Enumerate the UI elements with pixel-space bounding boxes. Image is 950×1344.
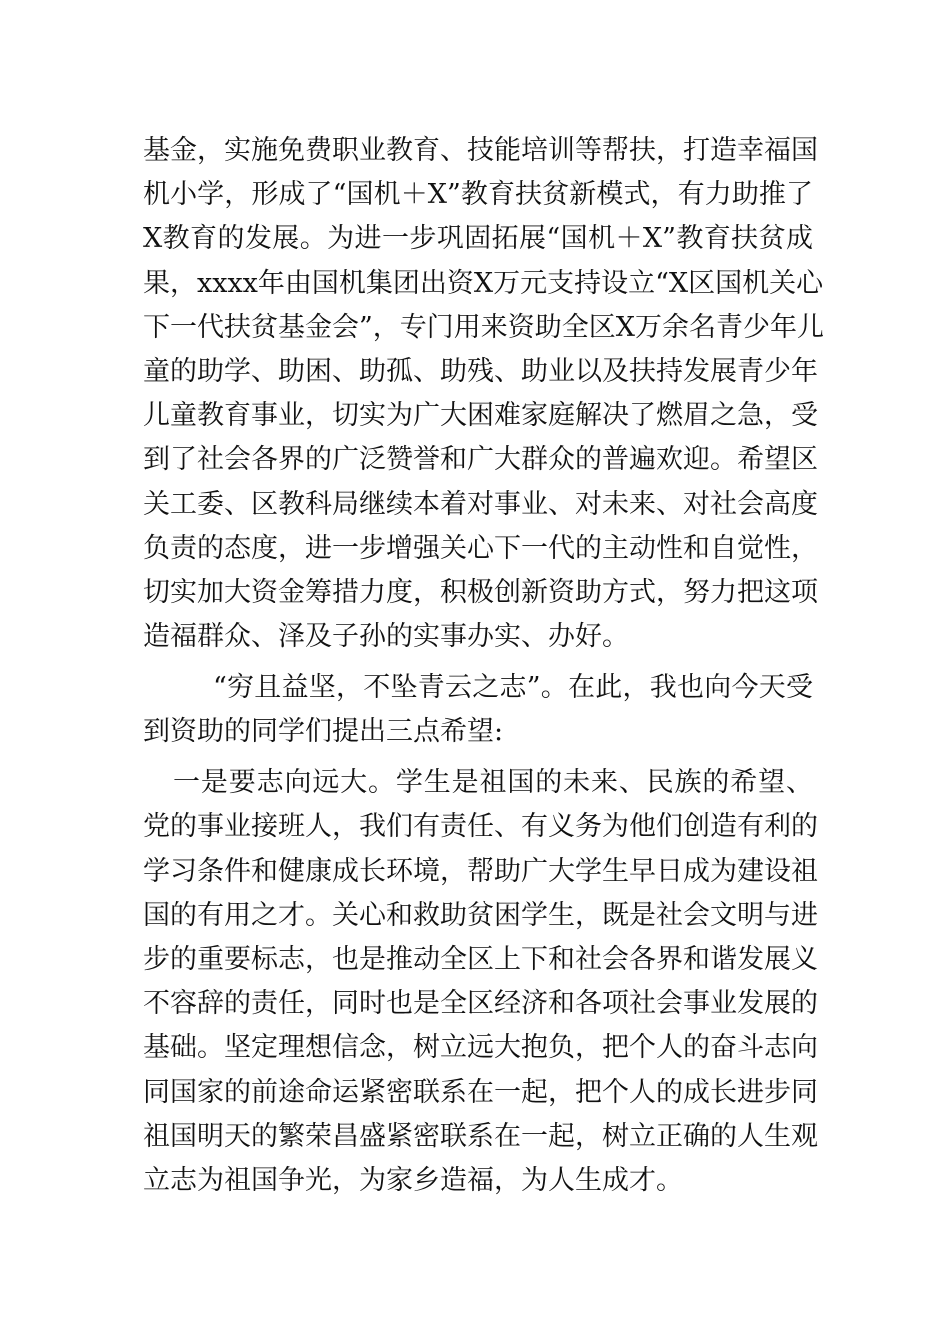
paragraph-line: 到了社会各界的广泛赞誉和广大群众的普遍欢迎。希望区 [143,444,818,475]
paragraph-line: 机小学，形成了“国机＋X”教育扶贫新模式，有力助推了 [143,179,813,210]
paragraph-line: 不容辞的责任，同时也是全区经济和各项社会事业发展的 [143,988,818,1019]
paragraph-line: 果，xxxx年由国机集团出资X万元支持设立“X区国机关心 [143,268,824,299]
paragraph-line: 祖国明天的繁荣昌盛紧密联系在一起，树立正确的人生观 [143,1121,818,1152]
paragraph-line: 步的重要标志，也是推动全区上下和社会各界和谐发展义 [143,944,818,975]
paragraph-line: 关工委、区教科局继续本着对事业、对未来、对社会高度 [143,489,818,520]
paragraph-line: 负责的态度，进一步增强关心下一代的主动性和自觉性， [143,533,818,564]
paragraph-line: 切实加大资金筹措力度，积极创新资助方式，努力把这项 [143,577,818,608]
paragraph-line: 同国家的前途命运紧密联系在一起，把个人的成长进步同 [143,1077,818,1108]
paragraph-line: 立志为祖国争光，为家乡造福，为人生成才。 [143,1165,683,1196]
paragraph-line: 基金，实施免费职业教育、技能培训等帮扶，打造幸福国 [143,135,818,166]
paragraph-line: 基础。坚定理想信念，树立远大抱负，把个人的奋斗志向 [143,1032,818,1063]
paragraph-line: 造福群众、泽及子孙的实事办实、办好。 [143,621,629,652]
heading-line: 一是要志向远大。学生是祖国的未来、民族的希望、 [173,767,813,798]
paragraph-line: 党的事业接班人，我们有责任、有义务为他们创造有利的 [143,811,818,842]
paragraph-line: X教育的发展。为进一步巩固拓展“国机＋X”教育扶贫成 [143,223,813,254]
paragraph-line: 到资助的同学们提出三点希望: [143,716,504,747]
paragraph-line: 国的有用之才。关心和救助贫困学生，既是社会文明与进 [143,900,818,931]
quote-line: “穷且益坚，不坠青云之志”。在此，我也向今天受 [213,672,813,703]
paragraph-line: 学习条件和健康成长环境，帮助广大学生早日成为建设祖 [143,856,818,887]
paragraph-line: 儿童教育事业，切实为广大困难家庭解决了燃眉之急，受 [143,400,818,431]
paragraph-line: 童的助学、助困、助孤、助残、助业以及扶持发展青少年 [143,356,818,387]
paragraph-line: 下一代扶贫基金会”，专门用来资助全区X万余名青少年儿 [143,312,825,343]
